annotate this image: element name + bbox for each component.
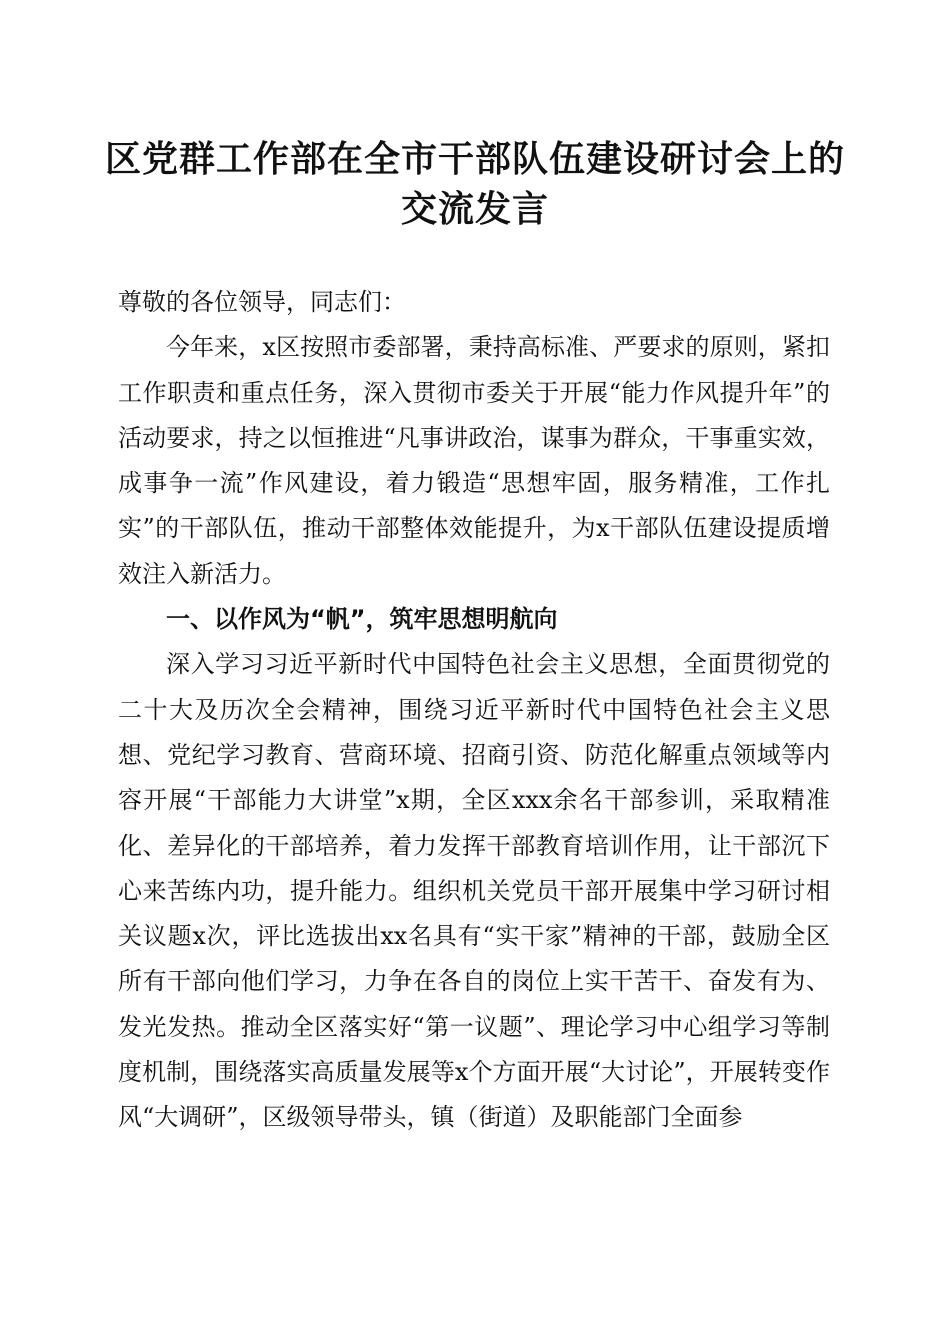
paragraph-section-1: 深入学习习近平新时代中国特色社会主义思想，全面贯彻党的二十大及历次全会精神，围绕习近平新时代中国特色社会主义思想、党纪学习教育、营商环境、招商引资、防范化解重点领域等内容开展“干部能力大讲堂”x期，全区xxx余名干部参训，采取精准化、差异化的干部培养，着力发挥干部教育培训作用，让干部沉下心来苦练内功，提升能力。组织机关党员干部开展集中学习研讨相关议题x次，评比选拔出xx名具有“实干家”精神的干部，鼓励全区所有干部向他们学习，力争在各自的岗位上实干苦干、奋发有为、发光发热。推动全区落实好“第一议题”、理论学习中心组学习等制度机制，围绕落实高质量发展等x个方面开展“大讨论”，开展转变作风“大调研”，区级领导带头，镇（街道）及职能部门全面参 xyxy=(118,650,830,1132)
paragraph-intro: 今年来，x区按照市委部署，秉持高标准、严要求的原则，紧扣工作职责和重点任务，深入贯彻市委关于开展“能力作风提升年”的活动要求，持之以恒推进“凡事讲政治，谋事为群众，干事重实效，成事争一流”作风建设，着力锻造“思想牢固，服务精准，工作扎实”的干部队伍，推动干部整体效能提升，为x干部队伍建设提质增效注入新活力。 xyxy=(118,333,830,588)
title-line-2: 交流发言 xyxy=(400,188,549,230)
title-line-1: 区党群工作部在全市干部队伍建设研讨会上的 xyxy=(104,138,845,180)
salutation: 尊敬的各位领导，同志们： xyxy=(118,288,406,316)
document-body xyxy=(118,280,830,1141)
section-heading-1: 一、以作风为“帆”，筑牢思想明航向 xyxy=(166,605,558,634)
document-title xyxy=(90,134,860,234)
